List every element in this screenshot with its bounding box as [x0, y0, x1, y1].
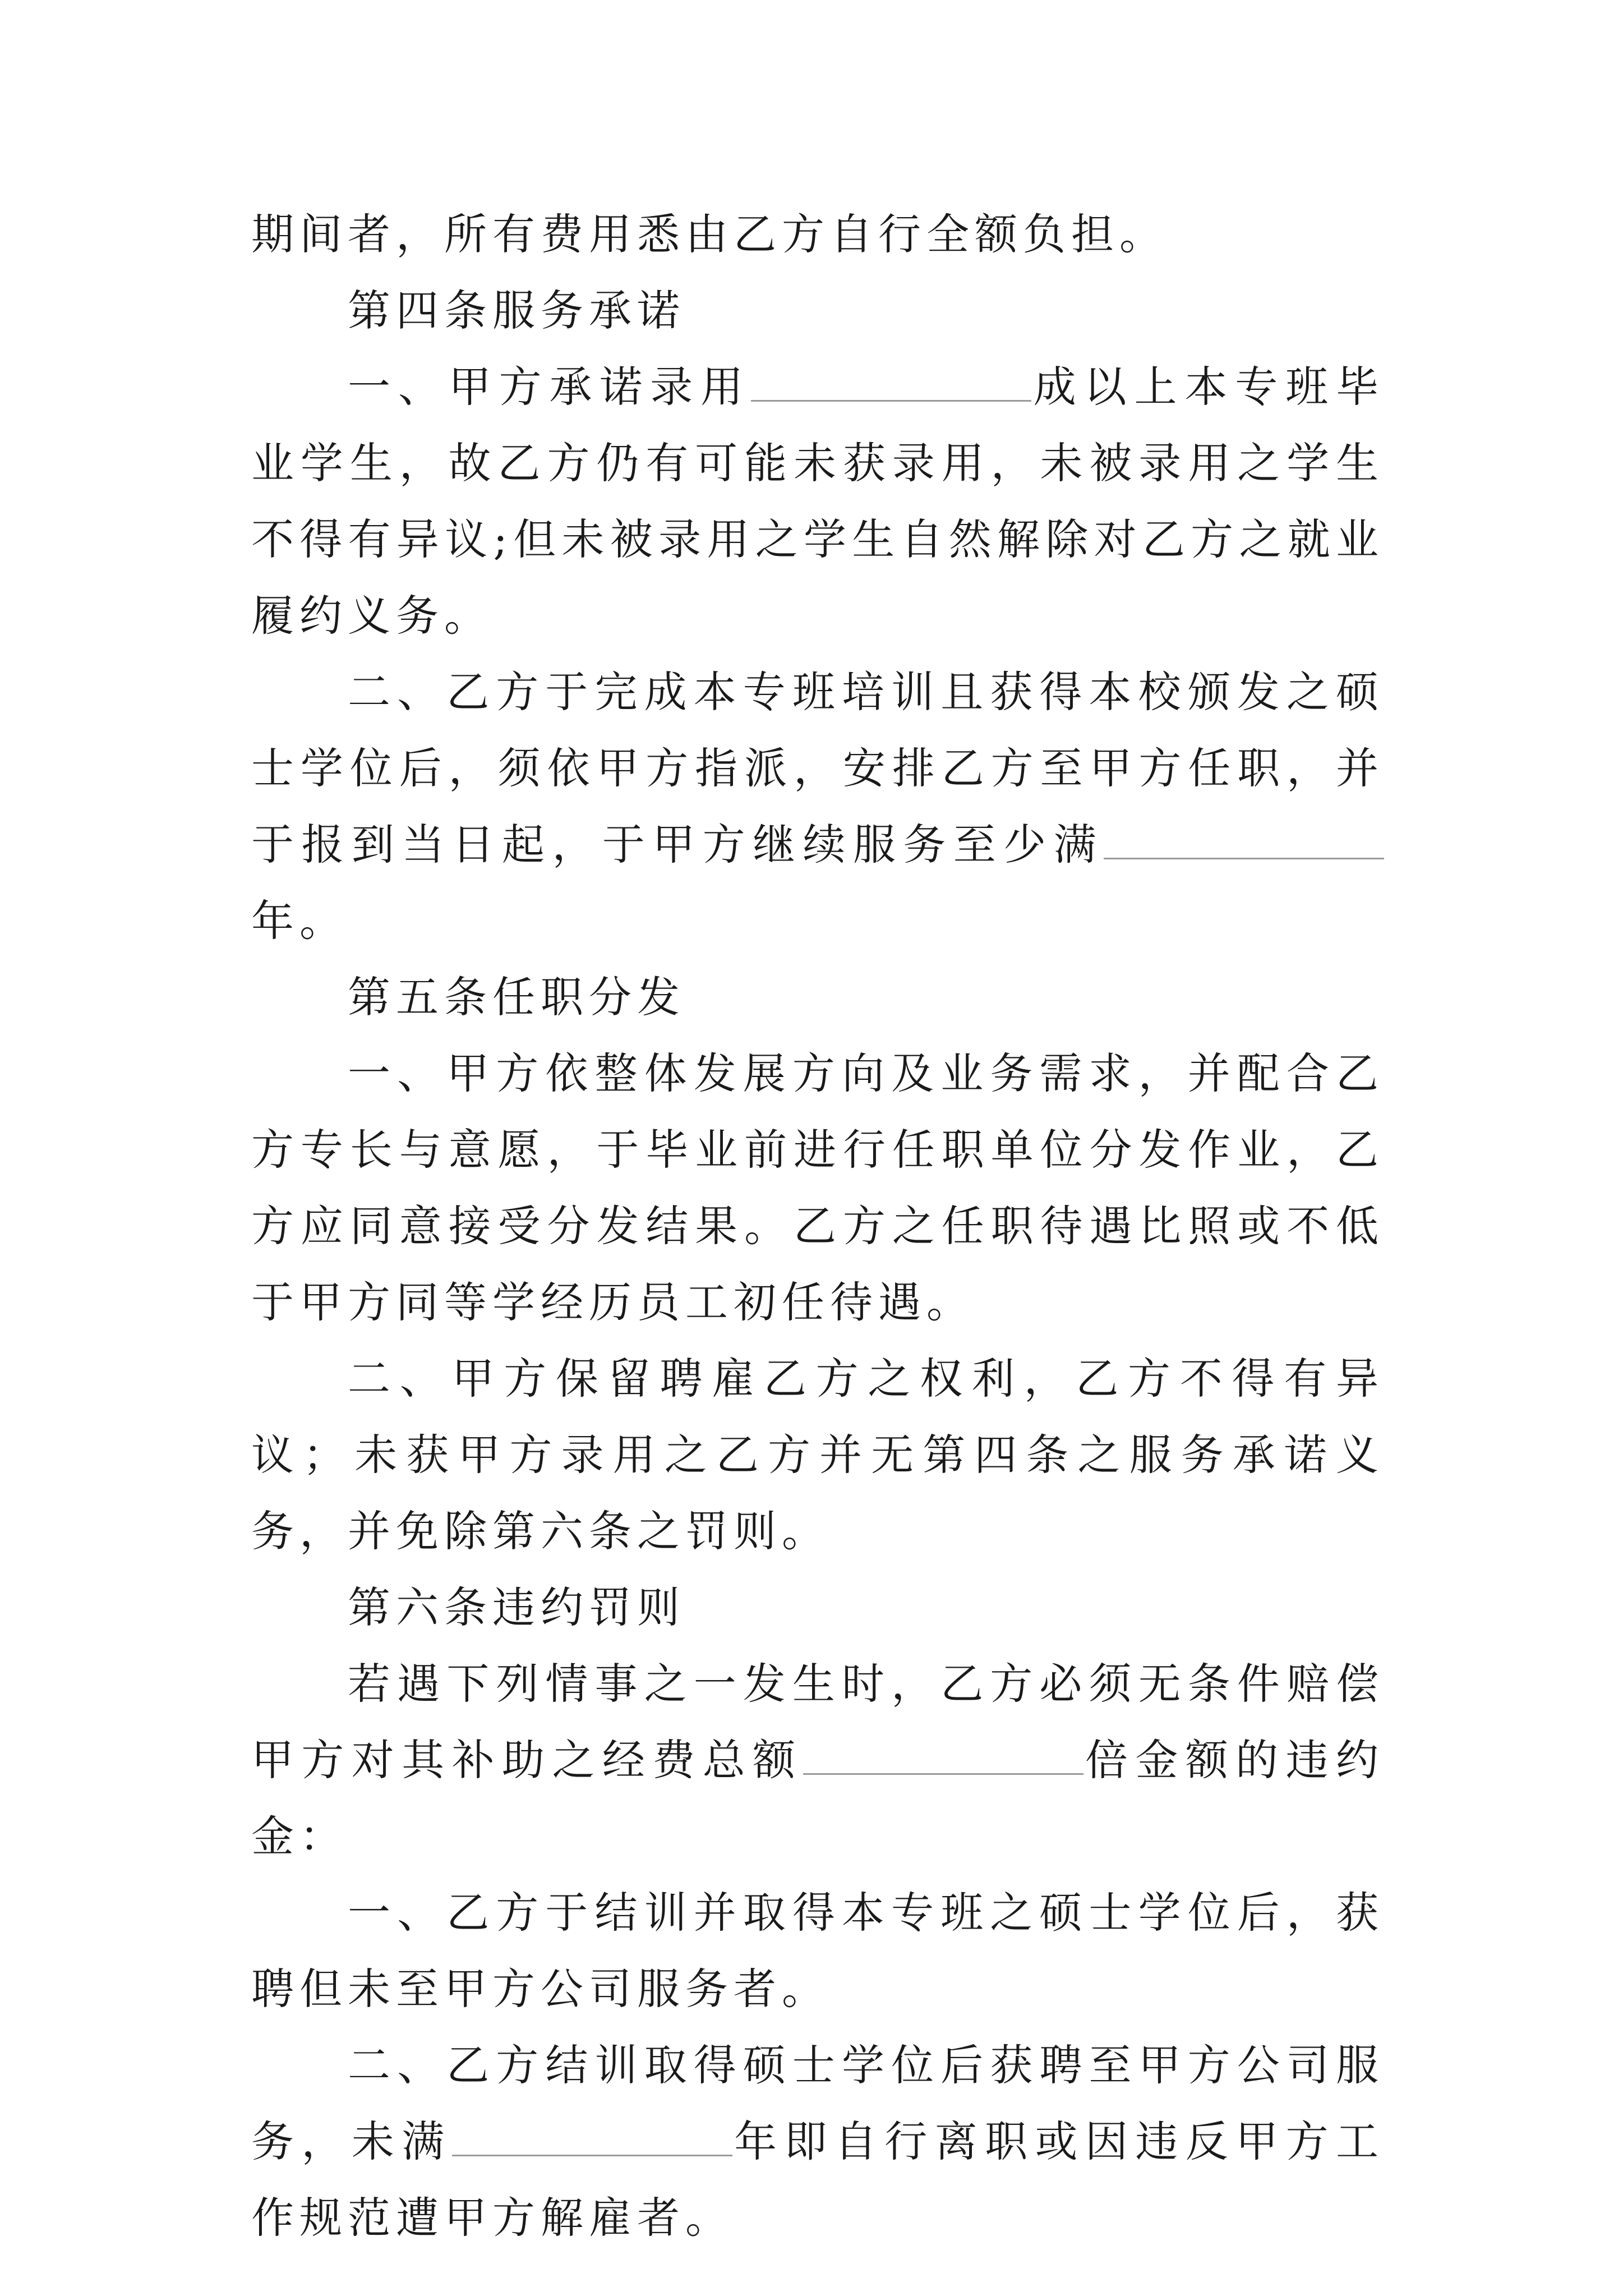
fill-in-blank — [803, 1729, 1083, 1775]
paragraph-p7 — [251, 1341, 1384, 1570]
paragraph-text: 第五条任职分发 — [348, 972, 685, 1022]
document-body — [251, 196, 1384, 2256]
paragraph-text: 年。 — [251, 896, 348, 946]
paragraph-p9 — [251, 1646, 1384, 1875]
paragraph-p5 — [251, 959, 1384, 1036]
paragraph-p3 — [251, 349, 1384, 654]
paragraph-p1 — [251, 196, 1384, 273]
paragraph-text: 二、甲方保留聘雇乙方之权利，乙方不得有异议；未获甲方录用之乙方并无第四条之服务承诺义务，并免除第六条之罚则。 — [251, 1354, 1384, 1556]
fill-in-blank — [751, 356, 1031, 402]
paragraph-p10 — [251, 1875, 1384, 2027]
paragraph-text: 二、乙方结训取得硕士学位后获聘至甲方公司服务，未满 — [251, 2040, 1384, 2166]
paragraph-text: 倍金额的违约金： — [251, 1735, 1385, 1861]
paragraph-p11 — [251, 2027, 1384, 2256]
paragraph-text: 二、乙方于完成本专班培训且获得本校颁发之硕士学位后，须依甲方指派，安排乙方至甲方任职，并于报到当日起，于甲方继续服务至少满 — [251, 667, 1384, 869]
paragraph-p6 — [251, 1036, 1384, 1341]
paragraph-p8 — [251, 1570, 1384, 1646]
paragraph-text: 一、甲方依整体发展方向及业务需求，并配合乙方专长与意愿，于毕业前进行任职单位分发作业，乙方应同意接受分发结果。乙方之任职待遇比照或不低于甲方同等学经历员工初任待遇。 — [251, 1048, 1384, 1327]
paragraph-text: 第六条违约罚则 — [348, 1582, 685, 1632]
paragraph-text: 若遇下列情事之一发生时，乙方必须无条件赔偿甲方对其补助之经费总额 — [251, 1659, 1384, 1785]
paragraph-text: 第四条服务承诺 — [348, 286, 685, 335]
paragraph-text: 年即自行离职或因违反甲方工作规范遭甲方解雇者。 — [251, 2116, 1385, 2243]
paragraph-text: 一、乙方于结训并取得本专班之硕士学位后，获聘但未至甲方公司服务者。 — [251, 1888, 1384, 2014]
paragraph-text: 期间者，所有费用悉由乙方自行全额负担。 — [251, 209, 1168, 259]
paragraph-text: 一、甲方承诺录用 — [348, 362, 751, 412]
paragraph-p2 — [251, 273, 1384, 349]
paragraph-text: 成以上本专班毕业学生，故乙方仍有可能未获录用，未被录用之学生不得有异议;但未被录用之学生自然解除对乙方之就业履约义务。 — [251, 362, 1385, 641]
paragraph-p4 — [251, 654, 1384, 959]
fill-in-blank — [1104, 814, 1384, 859]
fill-in-blank — [452, 2111, 732, 2156]
